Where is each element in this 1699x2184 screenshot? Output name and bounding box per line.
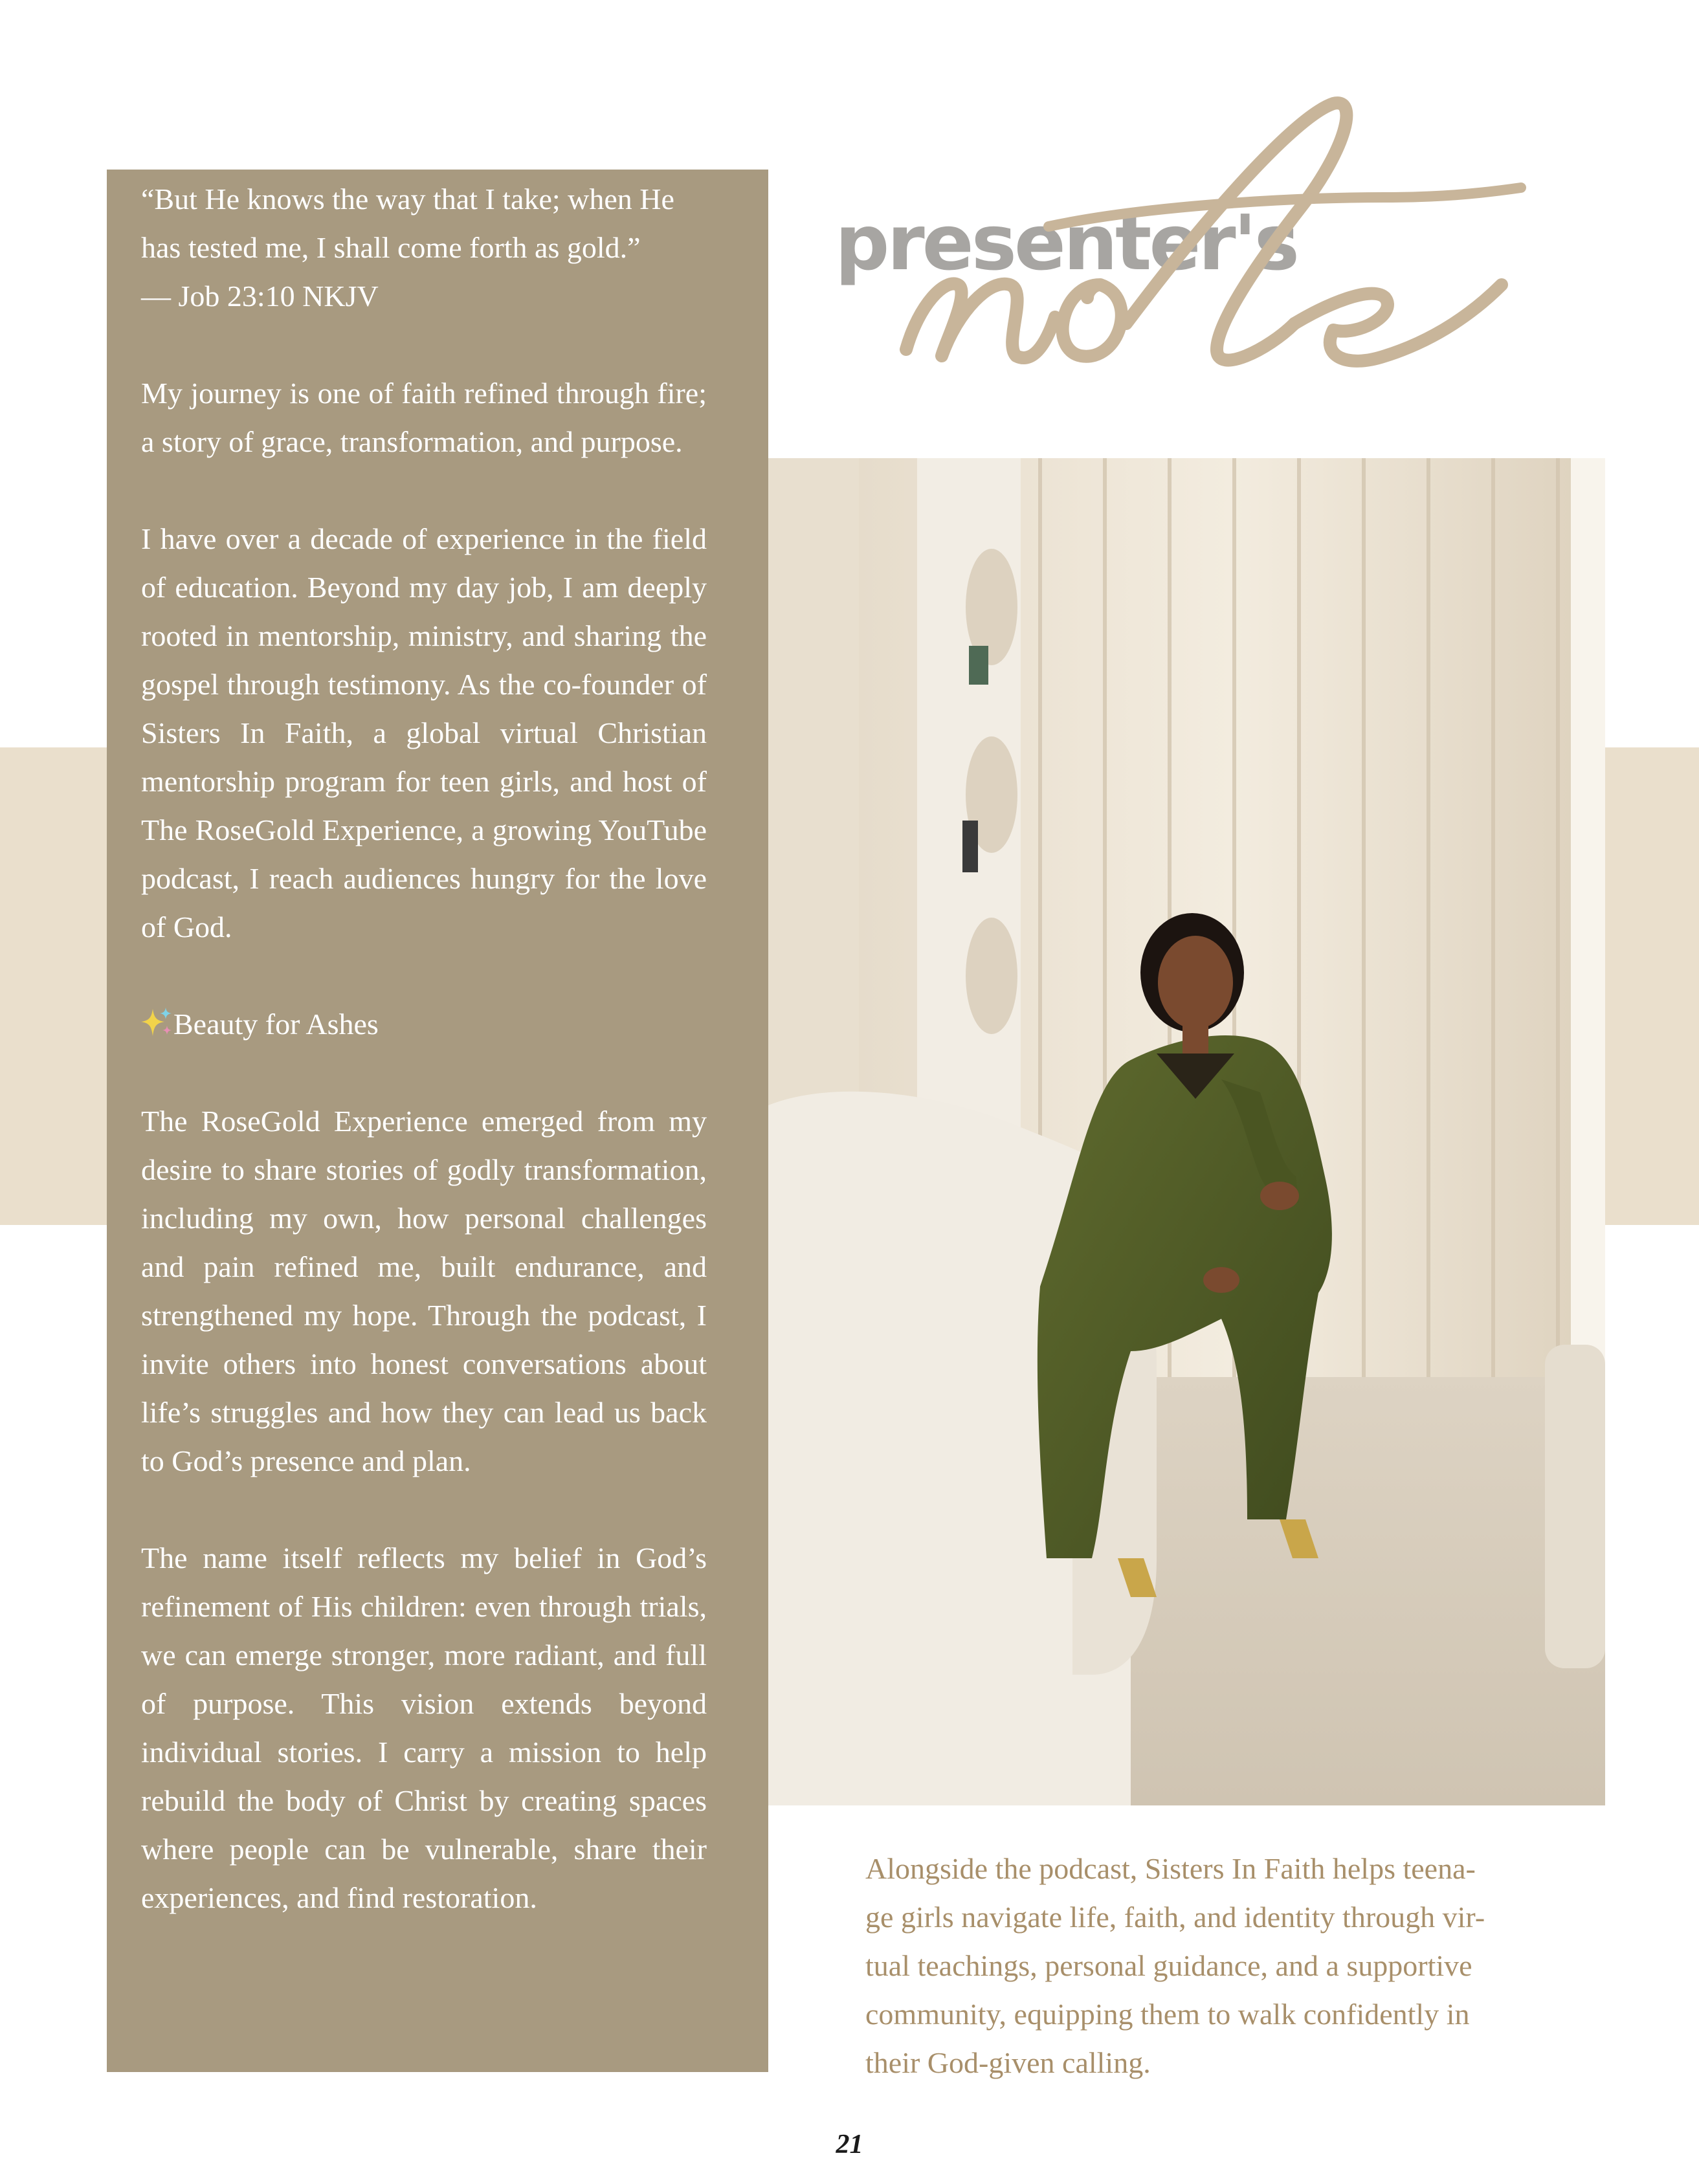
subheading [141, 1000, 707, 1048]
caption-line: community, equipping them to walk confidently in [865, 1998, 1470, 2031]
page-number: 21 [836, 2130, 863, 2159]
presenter-photo [768, 458, 1605, 1805]
heading-note-script [880, 91, 1566, 453]
photo-caption [865, 1844, 1545, 2087]
heading-presenters: presenter's [835, 198, 1297, 287]
article-body [141, 175, 707, 1922]
quote-citation: — Job 23:10 NKJV [141, 280, 379, 313]
caption-line: Alongside the podcast, Sisters In Faith helps teena- [865, 1852, 1476, 1885]
paragraph: The name itself reflects my belief in God’s refinement of His children: even through trials, we can emerge stronger, more radiant, and full of purpose. This vision extends beyond individual stories. I carry a mission to help rebuild the body of Christ by creating spaces where people can be vulnerable, share their experiences, and find restoration. [141, 1541, 707, 1914]
paragraph: The RoseGold Experience emerged from my desire to share stories of godly transformation, including my own, how personal challenges and pain refined me, built endurance, and strengthened my hope. Through the podcast, I invite others into honest conversations about life’s struggles and how they can lead us back to God’s presence and plan. [141, 1105, 707, 1477]
caption-line: their God-given calling. [865, 2046, 1151, 2079]
quote-line: has tested me, I shall come forth as gold.” [141, 231, 641, 264]
caption-line: tual teachings, personal guidance, and a supportive [865, 1949, 1472, 1982]
paragraph: My journey is one of faith refined through fire; a story of grace, transformation, and purpose. [141, 377, 707, 458]
paragraph: I have over a decade of experience in the field of education. Beyond my day job, I am deeply rooted in mentorship, ministry, and sharing the gospel through testimony. As the co-founder of Sisters In Faith, a global virtual Christian mentorship program for teen girls, and host of The RoseGold Experience, a growing YouTube podcast, I reach audiences hungry for the love of God. [141, 522, 707, 943]
subheading-text: Beauty for Ashes [173, 1008, 379, 1041]
sparkles-icon [141, 1004, 173, 1037]
article-column [107, 170, 768, 2072]
scripture-quote [141, 175, 707, 320]
quote-line: “But He knows the way that I take; when He [141, 182, 674, 215]
caption-line: ge girls navigate life, faith, and identity through vir- [865, 1901, 1485, 1934]
